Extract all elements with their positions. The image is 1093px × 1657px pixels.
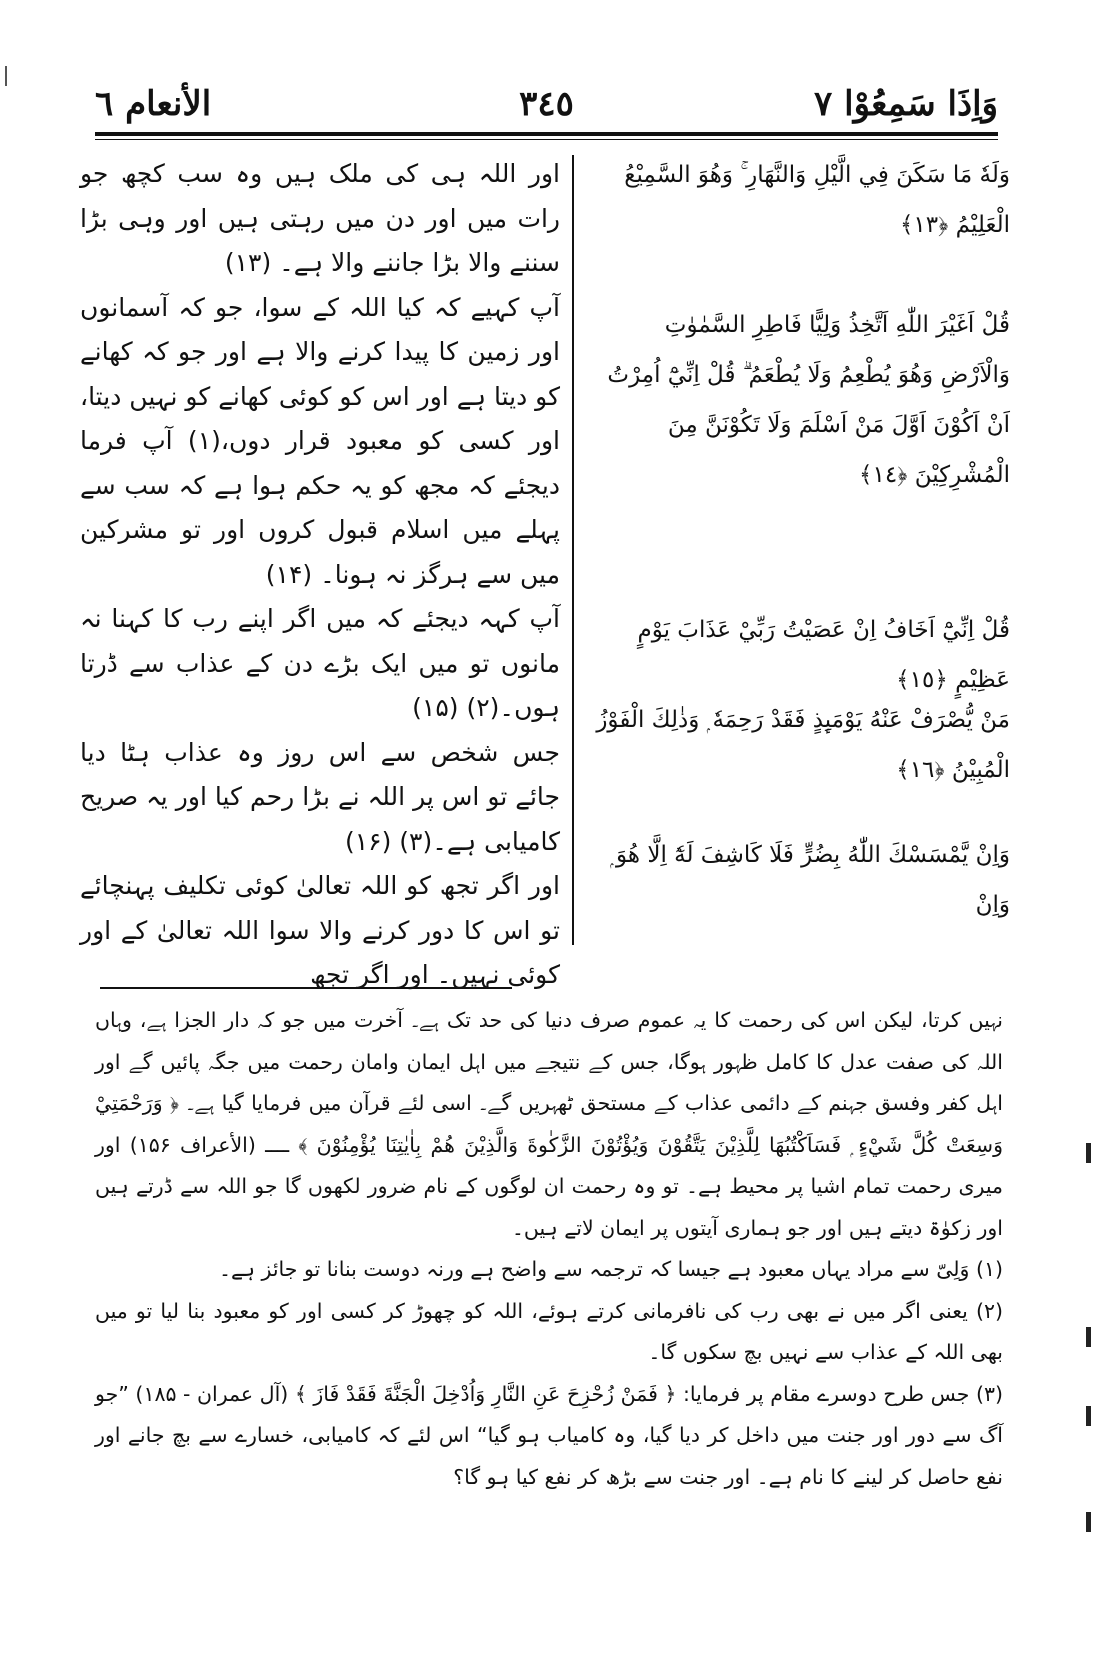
header-surah-title: الأنعام ٦ bbox=[95, 84, 212, 124]
page-number: ٣٤٥ bbox=[519, 84, 574, 124]
translation-paragraph: اور اگر تجھ کو اللہ تعالیٰ کوئی تکلیف پہنچائے تو اس کا دور کرنے والا سوا اللہ تعالیٰ کے اور کوئی نہیں۔ اور اگر تجھ bbox=[80, 871, 560, 989]
translation-paragraph: آپ کہہ دیجئے کہ میں اگر اپنے رب کا کہنا نہ مانوں تو میں ایک بڑے دن کے عذاب سے ڈرتا ہوں۔(۲) (۱۵) bbox=[80, 604, 560, 722]
scan-edge-mark bbox=[5, 66, 7, 86]
arabic-verse: وَاِنْ يَّمْسَسْكَ اللّٰهُ بِضُرٍّ فَلَا كَاشِفَ لَهٗٓ اِلَّا هُوَ ۭ وَاِنْ bbox=[610, 842, 1010, 918]
header-rule-thin bbox=[95, 139, 998, 140]
arabic-verse: قُلْ اِنِّيْٓ اَخَافُ اِنْ عَصَيْتُ رَبِّيْ عَذَابَ يَوْمٍ عَظِيْمٍ ﴿١٥﴾ bbox=[637, 617, 1010, 693]
scan-edge-tick bbox=[1086, 1406, 1091, 1426]
scan-edge-tick bbox=[1086, 1512, 1091, 1532]
header-juz-title: وَاِذَا سَمِعُوْا ٧ bbox=[814, 84, 998, 124]
translation-paragraph: آپ کہیے کہ کیا اللہ کے سوا، جو کہ آسمانوں اور زمین کا پیدا کرنے والا ہے اور جو کہ کھانے کو دیتا ہے اور اس کو کوئی کھانے کو نہیں دیتا، اور کسی کو معبود قرار دوں،(۱) آپ فرما دیجئے کہ مجھ کو یہ حکم ہوا ہے کہ سب سے پہلے میں اسلام قبول کروں اور تو مشرکین میں سے ہرگز نہ ہونا۔ (۱۴) bbox=[80, 292, 560, 589]
page-header bbox=[95, 78, 998, 130]
footnote-item: (۱) وَلِیّ سے مراد یہاں معبود ہے جیسا کہ ترجمہ سے واضح ہے ورنہ دوست بنانا تو جائز ہے۔ bbox=[218, 1257, 1003, 1281]
scan-edge-tick bbox=[1086, 1327, 1091, 1347]
footnote-separator bbox=[100, 987, 512, 989]
header-rule bbox=[95, 132, 998, 136]
urdu-translation-column bbox=[80, 152, 560, 998]
footnote-item: (۲) یعنی اگر میں نے بھی رب کی نافرمانی کرتے ہوئے، اللہ کو چھوڑ کر کسی اور کو معبود بنا لیا تو میں بھی اللہ کے عذاب سے نہیں بچ سکوں گا۔ bbox=[95, 1298, 1003, 1364]
footnote-item: (۳) جس طرح دوسرے مقام پر فرمایا: ﴿ فَمَنْ زُحْزِحَ عَنِ النَّارِ وَاُدْخِلَ الْجَنَّةَ فَقَدْ فَازَ ﴾ (آل عمران - ۱۸۵) ”جو آگ سے دور اور جنت میں داخل کر دیا گیا، وہ کامیاب ہو گیا“ اس لئے کہ کامیابی، خسارے سے بچ جانے اور نفع حاصل کر لینے کا نام ہے۔ اور جنت سے بڑھ کر نفع کیا ہو گا؟ bbox=[95, 1381, 1003, 1489]
translation-paragraph: جس شخص سے اس روز وہ عذاب ہٹا دیا جائے تو اس پر اللہ نے بڑا رحم کیا اور یہ صریح کامیابی ہے۔(۳) (۱۶) bbox=[80, 737, 560, 856]
column-divider bbox=[572, 155, 574, 945]
scan-edge-tick bbox=[1086, 1143, 1091, 1163]
footnote-continuation: نہیں کرتا، لیکن اس کی رحمت کا یہ عموم صرف دنیا کی حد تک ہے۔ آخرت میں جو کہ دار الجزا ہے، وہاں اللہ کی صفت عدل کا کامل ظہور ہوگا، جس کے نتیجے میں اہل ایمان وامان رحمت میں جگہ پائیں گے اور اہل کفر وفسق جہنم کے دائمی عذاب کے مستحق ٹھہریں گے۔ اسی لئے قرآن میں فرمایا گیا ہے۔ ﴿ وَرَحْمَتِيْ وَسِعَتْ كُلَّ شَيْءٍ ۭ فَسَاَكْتُبُهَا لِلَّذِيْنَ يَتَّقُوْنَ وَيُؤْتُوْنَ الزَّكٰوةَ وَالَّذِيْنَ هُمْ بِاٰيٰتِنَا يُؤْمِنُوْنَ ﴾ ــــ (الأعراف ۱۵۶) اور میری رحمت تمام اشیا پر محیط ہے۔ تو وہ رحمت ان لوگوں کے نام ضرور لکھوں گا جو اللہ سے ڈرتے ہیں اور زکوٰۃ دیتے ہیں اور جو ہماری آیتوں پر ایمان لاتے ہیں۔ bbox=[95, 1008, 1003, 1240]
arabic-verse: مَنْ يُّصْرَفْ عَنْهُ يَوْمَىِٕذٍ فَقَدْ رَحِمَهٗ ۭ وَذٰلِكَ الْفَوْزُ الْمُبِيْنُ ﴿١٦﴾ bbox=[596, 707, 1010, 783]
translation-paragraph: اور اللہ ہی کی ملک ہیں وہ سب کچھ جو رات میں اور دن میں رہتی ہیں اور وہی بڑا سننے والا بڑا جاننے والا ہے۔ (۱۳) bbox=[80, 159, 560, 277]
arabic-verse: وَلَهٗ مَا سَكَنَ فِي الَّيْلِ وَالنَّهَارِ ۚ وَهُوَ السَّمِيْعُ الْعَلِيْمُ ﴿١٣﴾ bbox=[624, 162, 1010, 238]
footnotes-section bbox=[95, 1000, 1003, 1498]
arabic-verse: قُلْ اَغَيْرَ اللّٰهِ اَتَّخِذُ وَلِيًّا فَاطِرِ السَّمٰوٰتِ وَالْاَرْضِ وَهُوَ يُطْعِمُ وَلَا يُطْعَمُ ۗ قُلْ اِنِّيْٓ اُمِرْتُ اَنْ اَكُوْنَ اَوَّلَ مَنْ اَسْلَمَ وَلَا تَكُوْنَنَّ مِنَ الْمُشْرِكِيْنَ ﴿١٤﴾ bbox=[607, 312, 1010, 488]
